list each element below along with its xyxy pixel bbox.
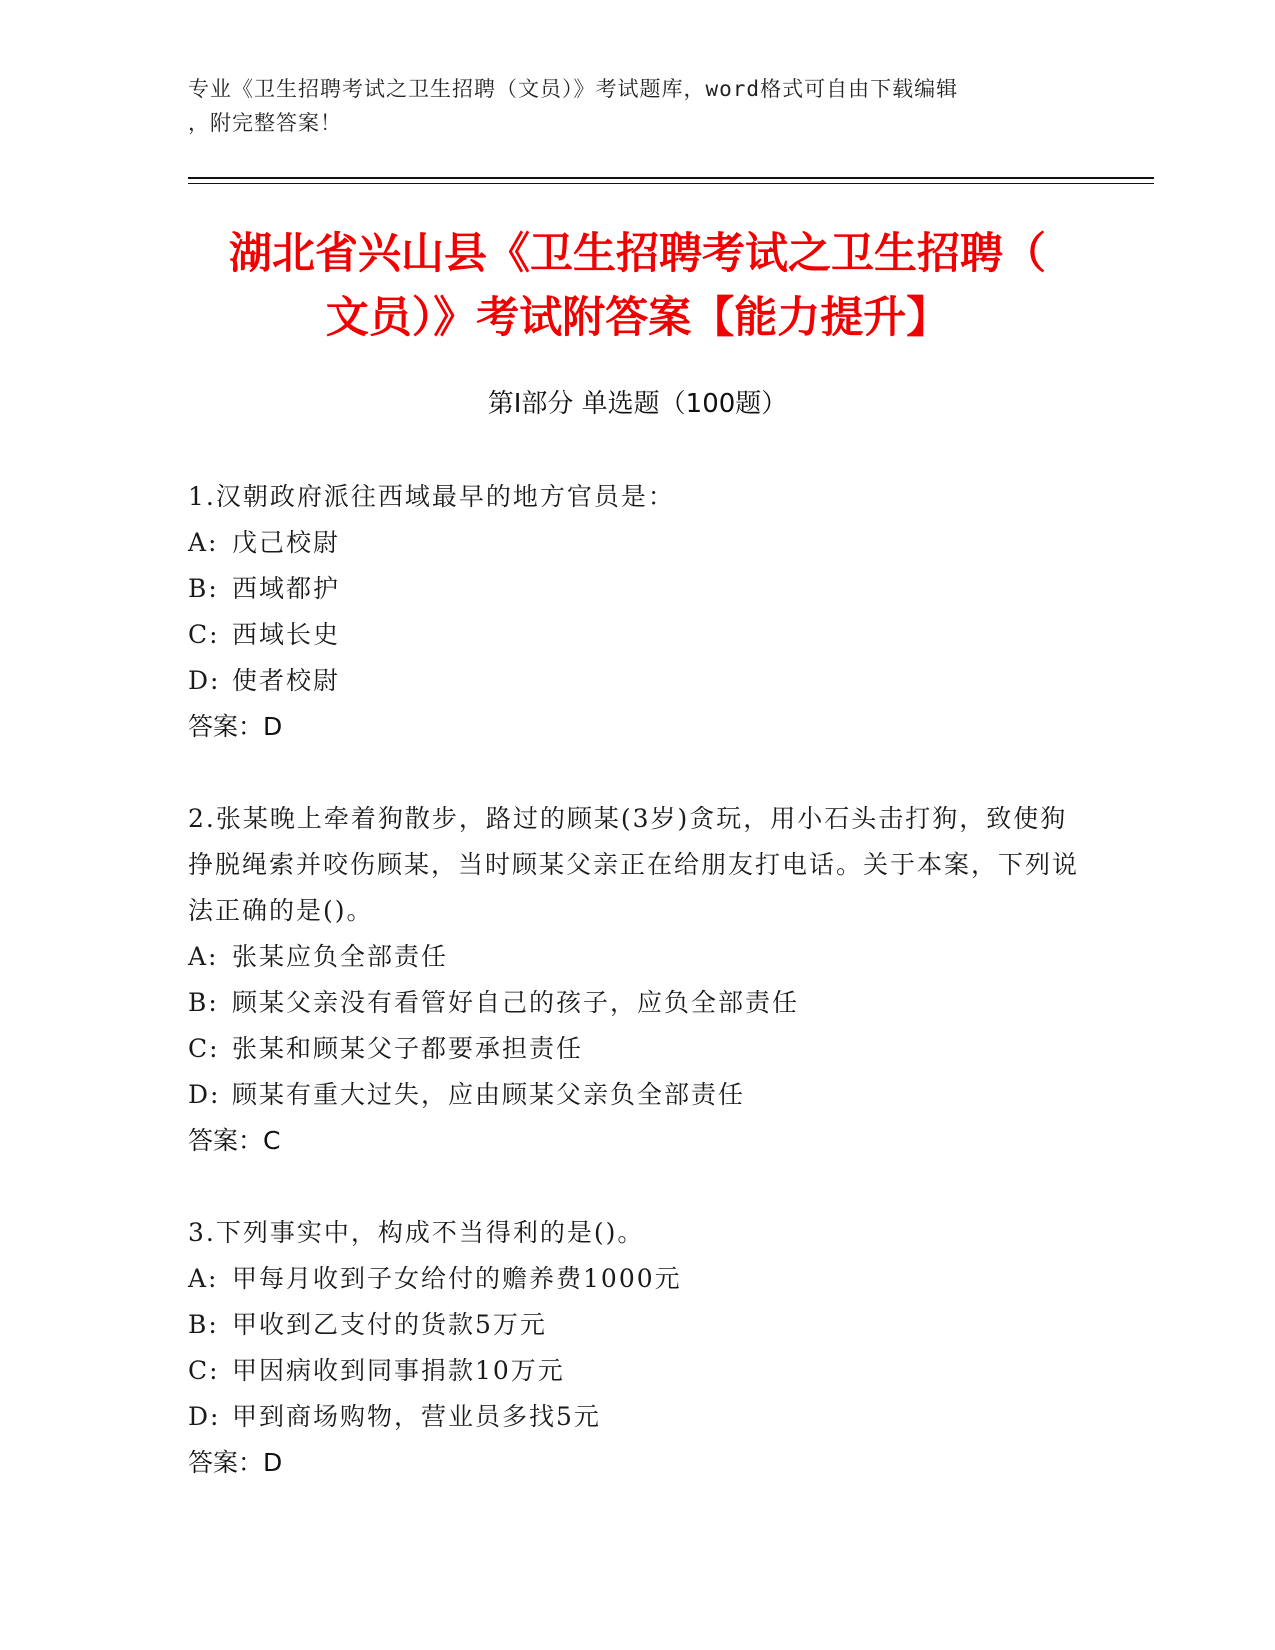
- header-note-line-1: 专业《卫生招聘考试之卫生招聘（文员）》考试题库，word格式可自由下载编辑: [188, 77, 959, 101]
- option-a: [188, 934, 1088, 980]
- option-d: [188, 1072, 1088, 1118]
- option-key: B:: [188, 574, 219, 603]
- option-key: D:: [188, 1080, 221, 1109]
- option-text: 使者校尉: [232, 666, 341, 695]
- option-key: D:: [188, 666, 221, 695]
- option-a: [188, 520, 1088, 566]
- option-key: A:: [188, 1264, 219, 1293]
- answer-label: 答案：D: [188, 712, 283, 741]
- option-text: 张某应负全部责任: [232, 942, 449, 971]
- header-note-line-2: ，附完整答案！: [188, 111, 342, 135]
- option-key: B:: [188, 988, 219, 1017]
- option-d: [188, 1394, 1088, 1440]
- question-stem: 3.下列事实中，构成不当得利的是()。: [188, 1218, 645, 1247]
- option-text: 顾某父亲没有看管好自己的孩子，应负全部责任: [232, 988, 800, 1017]
- option-c: [188, 1026, 1088, 1072]
- option-key: C:: [188, 1356, 220, 1385]
- option-text: 顾某有重大过失，应由顾某父亲负全部责任: [232, 1080, 746, 1109]
- option-b: [188, 1302, 1088, 1348]
- question-list: [188, 474, 1088, 1532]
- option-d: [188, 658, 1088, 704]
- option-text: 甲因病收到同事捐款10万元: [232, 1356, 565, 1385]
- header-divider-thick: [188, 177, 1154, 179]
- question-2: [188, 796, 1088, 1164]
- option-text: 甲到商场购物，营业员多找5元: [232, 1402, 601, 1431]
- section-title: 第Ⅰ部分 单选题（100题）: [487, 389, 788, 419]
- option-text: 张某和顾某父子都要承担责任: [232, 1034, 584, 1063]
- question-stem: 2.张某晚上牵着狗散步，路过的顾某(3岁)贪玩，用小石头击打狗，致使狗挣脱绳索并咬伤顾某，当时顾某父亲正在给朋友打电话。关于本案，下列说法正确的是()。: [188, 804, 1080, 925]
- answer-label: 答案：D: [188, 1448, 283, 1477]
- option-c: [188, 612, 1088, 658]
- document-title-line-1: 湖北省兴山县《卫生招聘考试之卫生招聘（: [229, 229, 1046, 279]
- option-key: C:: [188, 1034, 220, 1063]
- option-text: 西域都护: [232, 574, 341, 603]
- header-note: [188, 72, 1088, 140]
- option-b: [188, 980, 1088, 1026]
- option-a: [188, 1256, 1088, 1302]
- question-3: [188, 1210, 1088, 1486]
- option-text: 戊己校尉: [232, 528, 341, 557]
- document-title-line-2: 文员）》考试附答案【能力提升】: [325, 293, 950, 343]
- question-1: [188, 474, 1088, 750]
- option-text: 甲收到乙支付的货款5万元: [232, 1310, 547, 1339]
- option-key: A:: [188, 942, 219, 971]
- header-divider-thin: [188, 183, 1154, 184]
- option-key: B:: [188, 1310, 219, 1339]
- question-stem: 1.汉朝政府派往西域最早的地方官员是：: [188, 482, 675, 511]
- option-c: [188, 1348, 1088, 1394]
- option-key: D:: [188, 1402, 221, 1431]
- option-b: [188, 566, 1088, 612]
- option-text: 西域长史: [232, 620, 341, 649]
- option-key: C:: [188, 620, 220, 649]
- option-text: 甲每月收到子女给付的赡养费1000元: [232, 1264, 682, 1293]
- option-key: A:: [188, 528, 219, 557]
- document-title: [150, 222, 1125, 350]
- answer-label: 答案：C: [188, 1126, 281, 1155]
